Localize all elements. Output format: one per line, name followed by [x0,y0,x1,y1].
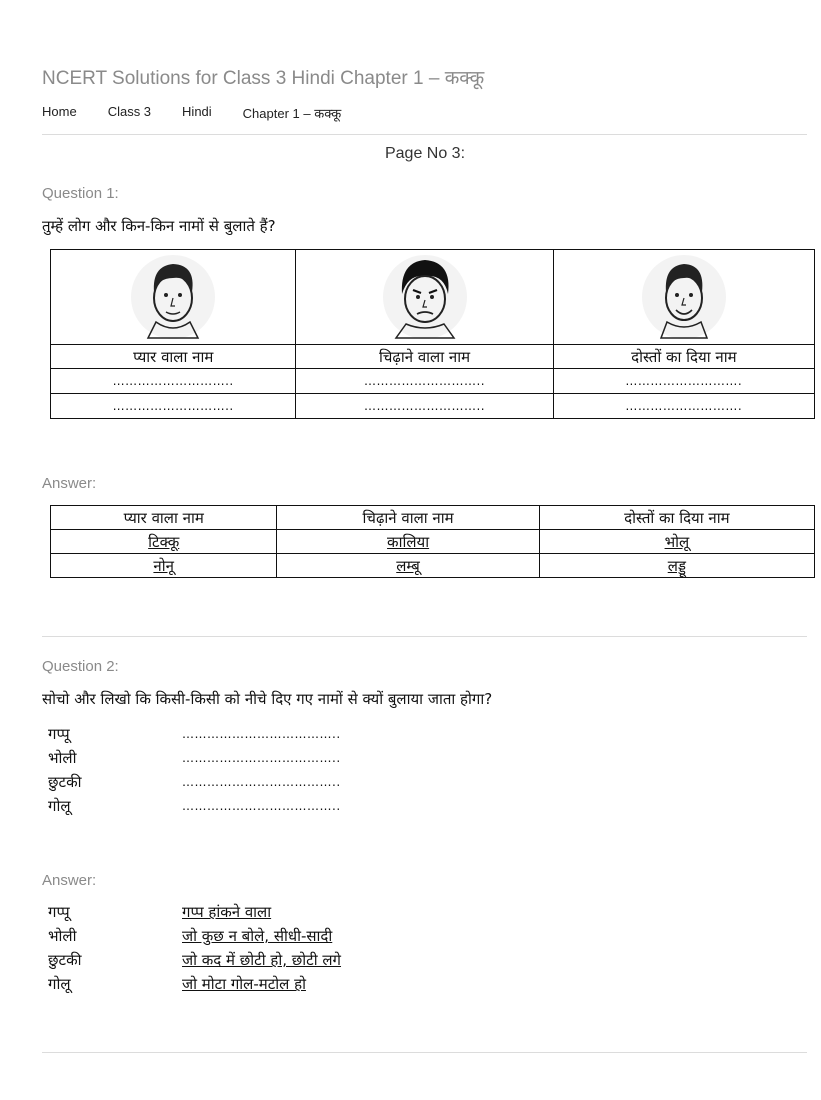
answer-1-label: Answer: [42,475,97,492]
list-item [48,770,341,794]
blank-cell: ……………………….. [51,394,296,419]
list-item [48,972,341,996]
divider [42,134,807,135]
boy-face-icon [128,252,218,342]
breadcrumb [42,104,372,122]
answer-text: जो मोटा गोल-मटोल हो [182,975,306,993]
face-cell [553,250,814,345]
answer-text: जो कुछ न बोले, सीधी-सादी [182,927,333,945]
nickname: गप्पू [48,903,70,921]
column-header: चिढ़ाने वाला नाम [277,506,539,530]
breadcrumb-home[interactable]: Home [42,104,77,119]
blank-line: ……………………………….. [182,751,341,765]
list-item [48,722,341,746]
table-cell: लड्डू [539,554,814,578]
page-number: Page No 3: [384,145,466,162]
question-2-text: सोचो और लिखो कि किसी-किसी को नीचे दिए गए नामों से क्यों बुलाया जाता होगा? [42,690,493,708]
table-cell: टिक्कू [51,530,277,554]
answer-text: जो कद में छोटी हो, छोटी लगे [182,951,342,969]
answer-1-table [50,505,815,578]
divider [42,636,807,637]
blank-cell: ……………………….. [296,394,553,419]
answer-2-list [48,900,341,996]
blank-line: ……………………………….. [182,799,341,813]
blank-cell: ……………………….. [296,369,553,394]
nickname: छुटकी [48,951,82,969]
question-2-list [48,722,341,818]
list-item [48,794,341,818]
table-cell: कालिया [277,530,539,554]
table-cell: भोलू [539,530,814,554]
nickname: भोली [48,749,77,767]
blank-cell: ……………………….. [51,369,296,394]
table-cell: नोनू [51,554,277,578]
breadcrumb-subject[interactable]: Hindi [182,104,212,119]
column-header: चिढ़ाने वाला नाम [296,345,553,369]
breadcrumb-class[interactable]: Class 3 [107,104,152,119]
list-item [48,746,341,770]
smiling-boy-face-icon [639,252,729,342]
blank-line: ……………………………….. [182,775,341,789]
column-header: दोस्तों का दिया नाम [539,506,814,530]
column-header: प्यार वाला नाम [51,506,277,530]
face-cell [296,250,553,345]
blank-cell: ………………………. [553,369,814,394]
question-1-text: तुम्हें लोग और किन-किन नामों से बुलाते हैं? [42,217,276,235]
answer-2-label: Answer: [42,872,97,889]
nickname: गोलू [48,797,71,815]
blank-cell: ………………………. [553,394,814,419]
nickname: भोली [48,927,77,945]
breadcrumb-chapter[interactable]: Chapter 1 – कक्कू [242,106,342,121]
blank-line: ……………………………….. [182,727,341,741]
nickname: गप्पू [48,725,70,743]
question-1-table [50,249,815,419]
question-2-label: Question 2: [42,658,119,675]
answer-text: गप्प हांकने वाला [182,903,272,921]
page-title: NCERT Solutions for Class 3 Hindi Chapter 1 – कक्कू [42,68,485,89]
angry-boy-face-icon [380,252,470,342]
column-header: दोस्तों का दिया नाम [553,345,814,369]
question-1-label: Question 1: [42,185,119,202]
nickname: गोलू [48,975,71,993]
divider [42,1052,807,1053]
table-cell: लम्बू [277,554,539,578]
nickname: छुटकी [48,773,82,791]
column-header: प्यार वाला नाम [51,345,296,369]
list-item [48,924,341,948]
list-item [48,900,341,924]
face-cell [51,250,296,345]
list-item [48,948,341,972]
